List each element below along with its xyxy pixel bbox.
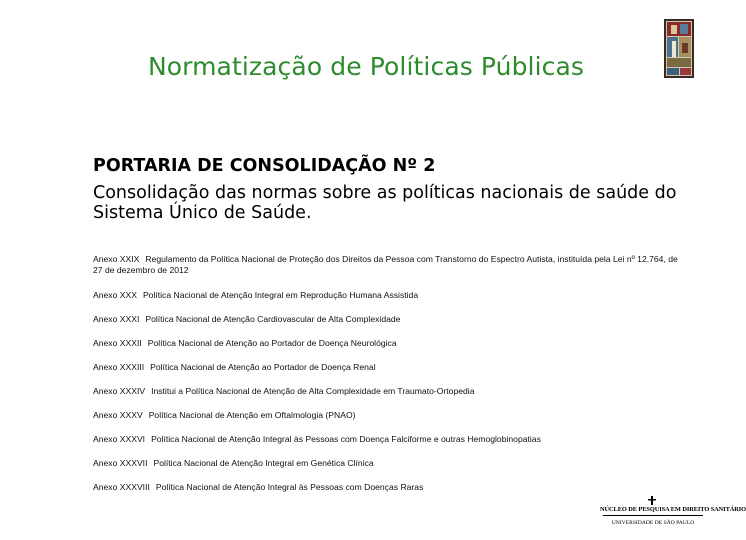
annex-text: Política Nacional de Atenção ao Portador de Doença Renal <box>150 362 376 372</box>
annex-code: Anexo XXXIV <box>93 386 146 396</box>
annex-text: Política Nacional de Atenção Integral às Pessoas com Doença Falciforme e outras Hemoglobinopatias <box>151 434 541 444</box>
annex-item <box>93 338 397 349</box>
logo-emblem-icon <box>646 496 658 505</box>
annex-text: Institui a Política Nacional de Atenção de Alta Complexidade em Traumato-Ortopedia <box>151 386 475 396</box>
annex-item <box>93 434 541 445</box>
annex-code: Anexo XXXVIII <box>93 482 150 492</box>
annex-text: Política Nacional de Atenção Integral em Genética Clínica <box>153 458 374 468</box>
annex-code: Anexo XXXVI <box>93 434 146 444</box>
annex-code: Anexo XXXIII <box>93 362 145 372</box>
slide-title: Normatização de Políticas Públicas <box>147 52 585 81</box>
logo-line-2: UNIVERSIDADE DE SÃO PAULO <box>611 520 695 526</box>
portaria-subheading: Consolidação das normas sobre as políticas nacionais de saúde do Sistema Único de Saúde. <box>93 183 677 223</box>
annex-item <box>93 386 474 397</box>
stained-glass-logo <box>664 19 694 78</box>
annex-item <box>93 362 376 373</box>
napdisa-logo <box>600 496 746 532</box>
annex-item <box>93 410 356 421</box>
annex-text: Política Nacional de Atenção Integral às Pessoas com Doenças Raras <box>155 482 424 492</box>
annex-code: Anexo XXIX <box>93 254 140 264</box>
annex-code: Anexo XXXV <box>93 410 143 420</box>
logo-divider <box>603 515 703 516</box>
annex-item <box>93 314 400 325</box>
annex-text: Política Nacional de Atenção ao Portador de Doença Neurológica <box>147 338 397 348</box>
logo-line-1: NÚCLEO DE PESQUISA EM DIREITO SANITÁRIO <box>600 506 746 513</box>
annex-code: Anexo XXXI <box>93 314 140 324</box>
portaria-heading: PORTARIA DE CONSOLIDAÇÃO Nº 2 <box>93 156 436 176</box>
annex-item <box>93 290 418 301</box>
annex-text: Regulamento da Política Nacional de Proteção dos Direitos da Pessoa com Transtorno do Espectro Autista, instituída pela Lei nº 12.764, de 27 de dezembro de 2012 <box>93 254 678 275</box>
annex-text: Política Nacional de Atenção Integral em Reprodução Humana Assistida <box>142 290 419 300</box>
annex-code: Anexo XXXVII <box>93 458 148 468</box>
annex-text: Política Nacional de Atenção em Oftalmologia (PNAO) <box>148 410 356 420</box>
annex-code: Anexo XXX <box>93 290 137 300</box>
annex-item <box>93 482 423 493</box>
annex-code: Anexo XXXII <box>93 338 142 348</box>
annex-text: Política Nacional de Atenção Cardiovascular de Alta Complexidade <box>145 314 401 324</box>
annex-item <box>93 254 683 275</box>
annex-item <box>93 458 374 469</box>
